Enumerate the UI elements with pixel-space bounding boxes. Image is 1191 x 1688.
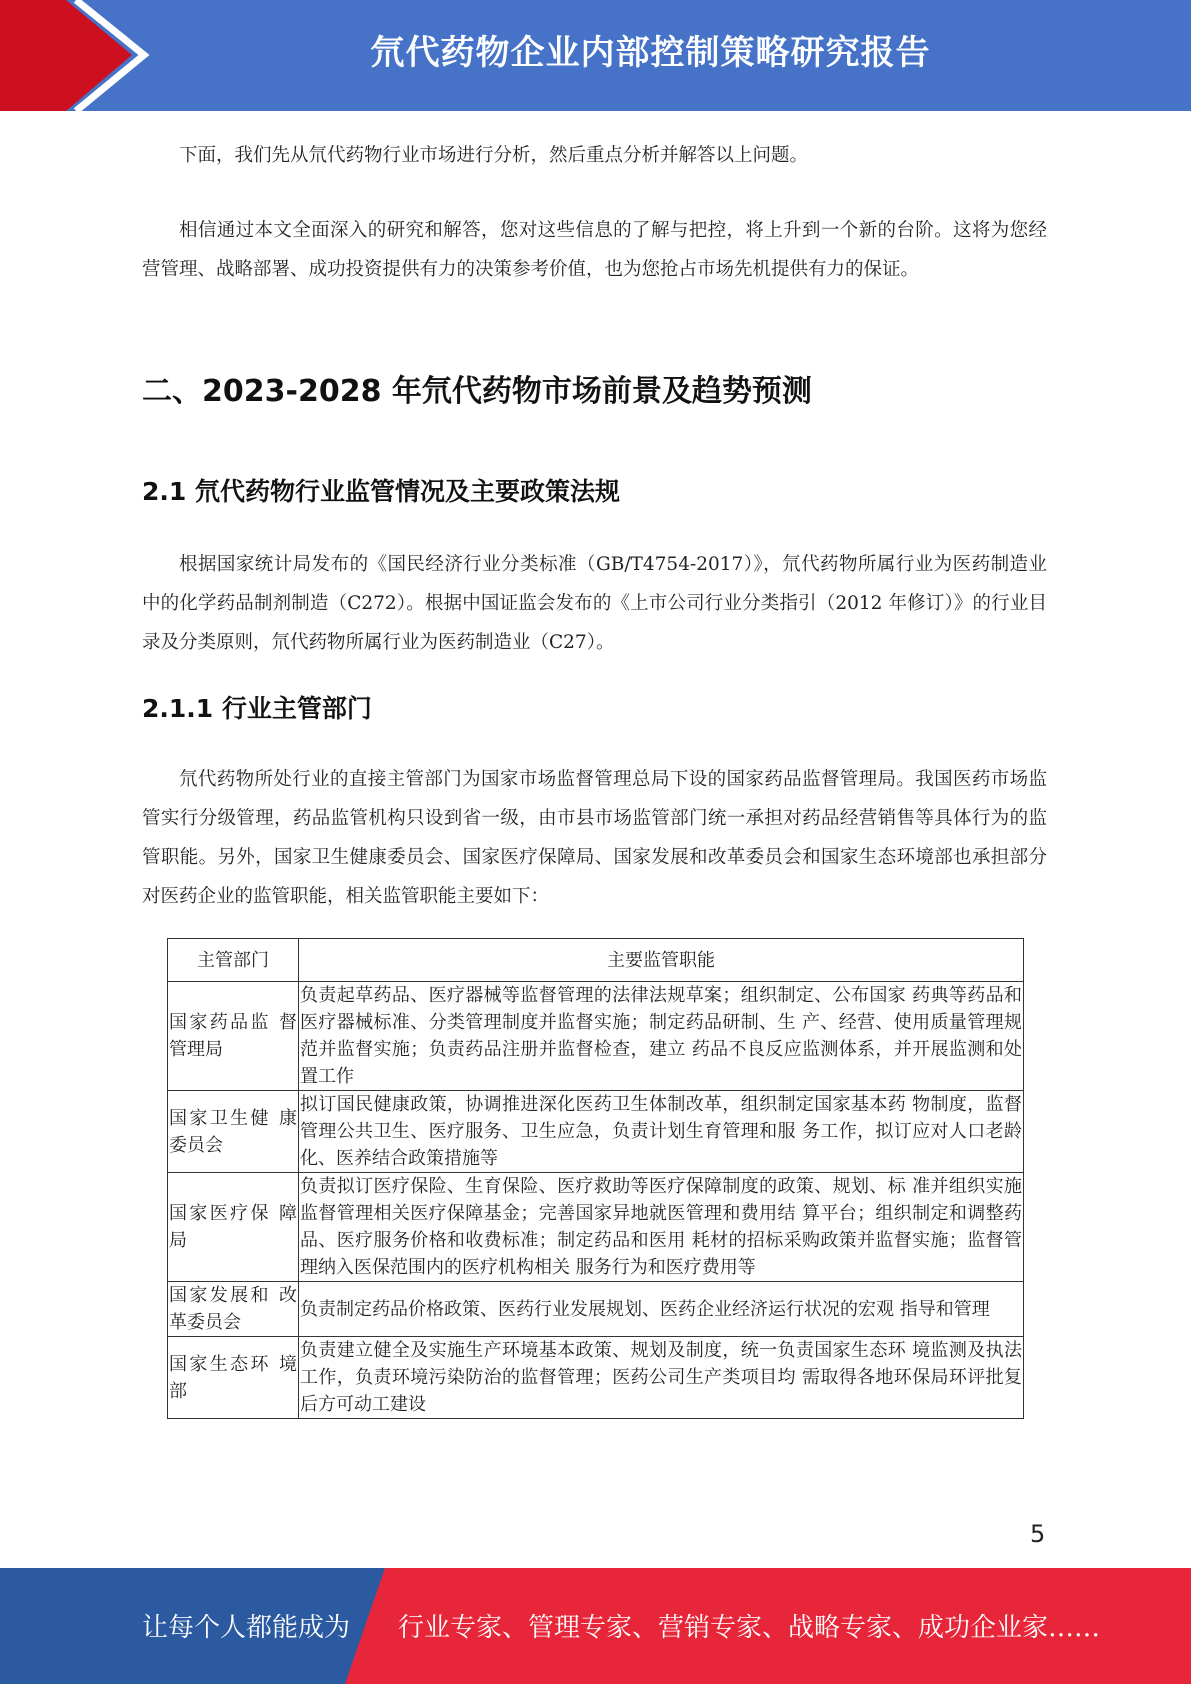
header-red-arrow-icon xyxy=(0,0,150,111)
table-cell-duty: 负责起草药品、医疗器械等监督管理的法律法规草案；组织制定、公布国家 药典等药品和医疗器械标准、分类管理制度并监督实施；制定药品研制、生 产、经营、使用质量管理规范并监督实施；负责药品注册并监督检查，建立 药品不良反应监测体系，并开展监测和处置工作 xyxy=(299,982,1024,1091)
page-number: 5 xyxy=(1030,1520,1046,1548)
table-cell-duty: 负责制定药品价格政策、医药行业发展规划、医药企业经济运行状况的宏观 指导和管理 xyxy=(299,1282,1024,1337)
classification-paragraph: 根据国家统计局发布的《国民经济行业分类标准（GB/T4754-2017）》，氘代药物所属行业为医药制造业中的化学药品制剂制造（C272）。根据中国证监会发布的《上市公司行业分类指引（2012 年修订）》的行业目录及分类原则，氘代药物所属行业为医药制造业（C27）。 xyxy=(142,554,1047,653)
table-cell-duty: 负责建立健全及实施生产环境基本政策、规划及制度，统一负责国家生态环 境监测及执法工作，负责环境污染防治的监督管理；医药公司生产类项目均 需取得各地环保局环评批复后方可动工建设 xyxy=(299,1337,1024,1419)
page-footer xyxy=(0,1568,1191,1684)
regulator-table xyxy=(167,938,1024,1419)
table-cell-dept: 国家生态环 境部 xyxy=(168,1337,299,1419)
table-row xyxy=(168,1173,1024,1282)
section-heading: 二、2023-2028 年氘代药物市场前景及趋势预测 xyxy=(142,374,812,409)
table-cell-duty: 拟订国民健康政策，协调推进深化医药卫生体制改革，组织制定国家基本药 物制度，监督管理公共卫生、医疗服务、卫生应急，负责计划生育管理和服 务工作，拟订应对人口老龄化、医养结合政策措施等 xyxy=(299,1091,1024,1173)
table-cell-dept: 国家卫生健 康委员会 xyxy=(168,1091,299,1173)
table-header-row xyxy=(168,939,1024,982)
subsection-heading: 2.1 氘代药物行业监管情况及主要政策法规 xyxy=(142,477,620,506)
table-cell-duty: 负责拟订医疗保险、生育保险、医疗救助等医疗保障制度的政策、规划、标 准并组织实施监督管理相关医疗保障基金；完善国家异地就医管理和费用结 算平台；组织制定和调整药品、医疗服务价格和收费标准；制定药品和医用 耗材的招标采购政策并监督实施；监督管理纳入医保范围内的医疗机构相关 服务行为和医疗费用等 xyxy=(299,1173,1024,1282)
footer-slogan-left: 让每个人都能成为 xyxy=(142,1613,351,1643)
report-title: 氘代药物企业内部控制策略研究报告 xyxy=(370,33,931,73)
table-row xyxy=(168,1337,1024,1419)
table-header-dept: 主管部门 xyxy=(168,939,299,982)
table-row xyxy=(168,1282,1024,1337)
table-row xyxy=(168,1091,1024,1173)
page-header xyxy=(0,0,1191,111)
table-header-duty: 主要监管职能 xyxy=(299,939,1024,982)
table-cell-dept: 国家药品监 督管理局 xyxy=(168,982,299,1091)
regulator-paragraph: 氘代药物所处行业的直接主管部门为国家市场监督管理总局下设的国家药品监督管理局。我国医药市场监管实行分级管理，药品监管机构只设到省一级，由市县市场监管部门统一承担对药品经营销售等具体行为的监管职能。另外，国家卫生健康委员会、国家医疗保障局、国家发展和改革委员会和国家生态环境部也承担部分对医药企业的监管职能，相关监管职能主要如下： xyxy=(142,769,1047,907)
intro-paragraph-1: 下面，我们先从氘代药物行业市场进行分析，然后重点分析并解答以上问题。 xyxy=(179,145,809,166)
footer-slogan-right: 行业专家、管理专家、营销专家、战略专家、成功企业家…… xyxy=(398,1613,1101,1643)
table-row xyxy=(168,982,1024,1091)
table-cell-dept: 国家发展和 改革委员会 xyxy=(168,1282,299,1337)
table-cell-dept: 国家医疗保 障局 xyxy=(168,1173,299,1282)
sub-subsection-heading: 2.1.1 行业主管部门 xyxy=(142,694,372,723)
intro-paragraph-2: 相信通过本文全面深入的研究和解答，您对这些信息的了解与把控，将上升到一个新的台阶。这将为您经营管理、战略部署、成功投资提供有力的决策参考价值，也为您抢占市场先机提供有力的保证。 xyxy=(142,220,1047,280)
